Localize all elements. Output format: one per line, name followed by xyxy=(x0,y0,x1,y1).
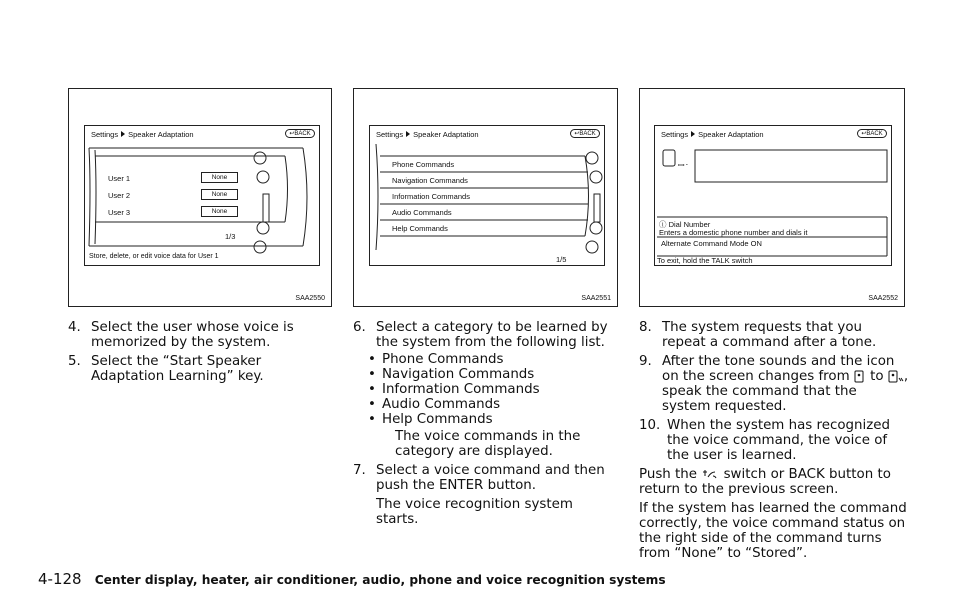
status-bar: Store, delete, or edit voice data for User 1 xyxy=(89,253,219,260)
back-button[interactable]: ↩BACK xyxy=(285,129,315,138)
step-8: 8. The system requests that you repeat a command after a tone. xyxy=(639,320,877,350)
list-item[interactable]: Information Commands xyxy=(392,192,470,201)
figure-3 xyxy=(639,88,905,307)
mic-icon xyxy=(854,370,866,383)
list-item: • Audio Commands xyxy=(368,397,619,412)
list-item: • Navigation Commands xyxy=(368,367,619,382)
page-footer xyxy=(38,569,666,588)
figure-code: SAA2551 xyxy=(581,295,611,302)
figure-code: SAA2550 xyxy=(295,295,325,302)
back-arrow-icon: ↩ xyxy=(861,131,867,137)
status-badge: None xyxy=(201,172,238,183)
step-7-note: The voice recognition system starts. xyxy=(376,497,573,527)
figure-code: SAA2552 xyxy=(868,295,898,302)
list-item: • Help Commands xyxy=(368,412,619,427)
step-5: 5. Select the “Start Speaker Adaptation Learning” key. xyxy=(68,354,264,384)
final-note: If the system has learned the command correctly, the voice command status on the right side of the command turns from “None” to “Stored”. xyxy=(639,501,907,561)
screen-3 xyxy=(654,125,892,266)
user-row[interactable]: User 1 None xyxy=(108,174,258,183)
talk-switch-icon xyxy=(701,468,719,480)
step-7: 7. Select a voice command and then push the ENTER button. xyxy=(353,463,605,493)
section-title: Center display, heater, air conditioner, audio, phone and voice recognition systems xyxy=(94,573,666,587)
column-1 xyxy=(68,320,334,388)
category-note: The voice commands in the category are displayed. xyxy=(395,429,581,459)
status-badge: None xyxy=(201,189,238,200)
back-arrow-icon: ↩ xyxy=(289,131,295,137)
screen-2 xyxy=(369,125,605,266)
info-icon: ⓘ xyxy=(659,220,667,229)
list-item[interactable]: Audio Commands xyxy=(392,208,452,217)
list-item[interactable]: Navigation Commands xyxy=(392,176,468,185)
figure-1 xyxy=(68,88,332,307)
mic-speaking-icon xyxy=(888,370,904,383)
screen-title: Settings Speaker Adaptation xyxy=(91,130,194,139)
page-indicator: 1/3 xyxy=(225,232,236,241)
info-description: Enters a domestic phone number and dials it xyxy=(659,228,808,237)
column-3 xyxy=(639,320,909,565)
category-list xyxy=(368,352,619,427)
step-6: 6. Select a category to be learned by the system from the following list. xyxy=(353,320,608,350)
step-4: 4. Select the user whose voice is memorized by the system. xyxy=(68,320,294,350)
push-note: Push the switch or BACK button to return to the previous screen. xyxy=(639,467,891,497)
alternate-mode-label: Alternate Command Mode ON xyxy=(661,239,762,248)
user-row[interactable]: User 2 None xyxy=(108,191,258,200)
info-title-row: ⓘ Dial Number xyxy=(659,220,711,229)
user-row[interactable]: User 3 None xyxy=(108,208,258,217)
screen-1 xyxy=(84,125,320,266)
exit-hint: To exit, hold the TALK switch xyxy=(657,256,753,265)
status-badge: None xyxy=(201,206,238,217)
list-item: • Information Commands xyxy=(368,382,619,397)
list-item[interactable]: Help Commands xyxy=(392,224,448,233)
list-item: • Phone Commands xyxy=(368,352,619,367)
back-button[interactable]: ↩BACK xyxy=(570,129,600,138)
figure-2 xyxy=(353,88,618,307)
back-button[interactable]: ↩BACK xyxy=(857,129,887,138)
page-number: 4-128 xyxy=(38,570,82,588)
step-10: 10. When the system has recognized the voice command, the voice of the user is learned. xyxy=(639,418,891,463)
page-indicator: 1/5 xyxy=(556,255,567,264)
screen-title: Settings Speaker Adaptation xyxy=(376,130,479,139)
screen-title: Settings Speaker Adaptation xyxy=(661,130,764,139)
step-9: 9. After the tone sounds and the icon on the screen changes from to , speak the command that the system requested. xyxy=(639,354,909,414)
back-arrow-icon: ↩ xyxy=(574,131,580,137)
list-item[interactable]: Phone Commands xyxy=(392,160,455,169)
column-2 xyxy=(353,320,619,527)
mic-speaking-icon: ꟷ᛫ xyxy=(678,161,690,170)
